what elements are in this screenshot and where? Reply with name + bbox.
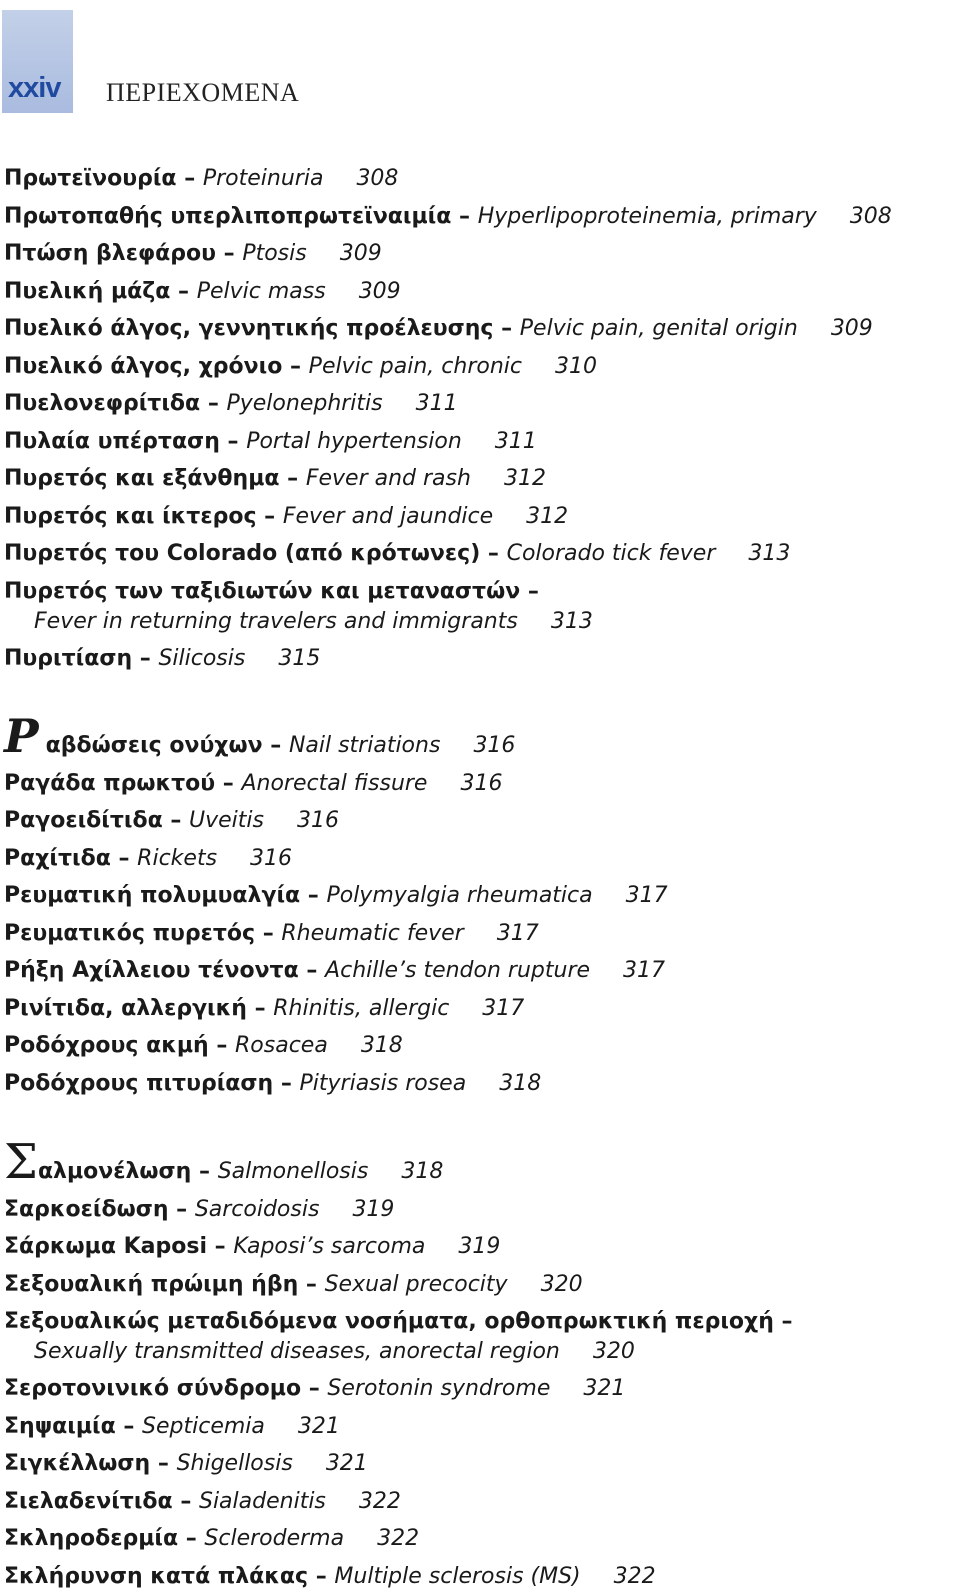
- entry-english-term: Colorado tick fever: [507, 541, 716, 566]
- toc-entry: [4, 160, 960, 198]
- entry-greek-term: Ρήξη Αχίλλειου τένοντα: [4, 958, 299, 983]
- entry-greek-term: Σεροτονινικό σύνδρομο: [4, 1376, 301, 1401]
- entry-english-term: Fever in returning travelers and immigrants: [34, 609, 518, 634]
- entry-page-number: 311: [416, 391, 458, 416]
- entry-greek-term: Ραχίτιδα: [4, 846, 111, 871]
- entry-separator: –: [191, 1159, 217, 1184]
- entry-english-term: Serotonin syndrome: [327, 1376, 550, 1401]
- entry-separator: –: [209, 1033, 235, 1058]
- entry-separator: –: [173, 1489, 199, 1514]
- toc-entry: [4, 498, 960, 536]
- entry-separator: –: [216, 241, 242, 266]
- entry-continuation-line: [4, 607, 960, 637]
- entry-separator: –: [215, 771, 241, 796]
- entry-page-number: 316: [460, 771, 502, 796]
- entry-separator: –: [774, 1309, 793, 1334]
- entry-separator: –: [178, 1526, 204, 1551]
- entry-english-term: Proteinuria: [203, 166, 324, 191]
- toc-entry: [4, 1228, 960, 1266]
- toc-entry: [4, 423, 960, 461]
- entry-english-term: Ptosis: [242, 241, 306, 266]
- entry-separator: –: [177, 166, 203, 191]
- entry-greek-term: Πυλαία υπέρταση: [4, 429, 220, 454]
- entry-page-number: 313: [551, 609, 593, 634]
- entry-english-term: Salmonellosis: [218, 1159, 369, 1184]
- entry-continuation-line: [4, 1337, 960, 1367]
- entry-page-number: 309: [359, 279, 401, 304]
- entry-greek-term: Ρευματική πολυμυαλγία: [4, 883, 300, 908]
- entry-greek-term: Πυριτίαση: [4, 646, 132, 671]
- entry-english-term: Anorectal fissure: [241, 771, 427, 796]
- toc-entry: [4, 915, 960, 953]
- entry-separator: –: [308, 1564, 334, 1589]
- entry-page-number: 313: [748, 541, 790, 566]
- entry-separator: –: [300, 883, 326, 908]
- entry-separator: –: [282, 354, 308, 379]
- toc-entry: [4, 1303, 960, 1370]
- entry-separator: –: [116, 1414, 142, 1439]
- toc-entry: [4, 713, 960, 765]
- entry-separator: –: [256, 504, 282, 529]
- entry-page-number: 308: [356, 166, 398, 191]
- entry-separator: –: [132, 646, 158, 671]
- entry-english-term: Fever and jaundice: [283, 504, 493, 529]
- toc-entry: [4, 573, 960, 640]
- entry-english-term: Nail striations: [289, 733, 441, 758]
- group-spacer: [4, 677, 960, 713]
- entry-greek-term: Ρινίτιδα, αλλεργική: [4, 996, 247, 1021]
- section-initial-letter: Ρ: [4, 709, 39, 763]
- entry-greek-term: Πυρετός και ίκτερος: [4, 504, 256, 529]
- entry-greek-term: Ρευματικός πυρετός: [4, 921, 255, 946]
- entry-english-term: Rheumatic fever: [281, 921, 463, 946]
- toc-entry: [4, 535, 960, 573]
- entry-english-term: Fever and rash: [306, 466, 471, 491]
- toc-entry: [4, 1370, 960, 1408]
- entry-page-number: 319: [458, 1234, 500, 1259]
- toc-entry: [4, 1191, 960, 1229]
- entry-page-number: 321: [583, 1376, 625, 1401]
- entry-english-term: Pyelonephritis: [226, 391, 382, 416]
- entry-english-term: Pelvic pain, genital origin: [520, 316, 798, 341]
- entry-english-term: Kaposi’s sarcoma: [233, 1234, 425, 1259]
- entry-page-number: 312: [526, 504, 568, 529]
- entry-greek-term: Σαρκοείδωση: [4, 1197, 168, 1222]
- entry-separator: –: [280, 466, 306, 491]
- entry-english-term: Sexually transmitted diseases, anorectal region: [34, 1339, 560, 1364]
- toc-entry: [4, 1520, 960, 1558]
- entry-page-number: 319: [352, 1197, 394, 1222]
- entry-page-number: 320: [541, 1272, 583, 1297]
- entry-greek-term: Ροδόχρους ακμή: [4, 1033, 209, 1058]
- toc-entry: [4, 1483, 960, 1521]
- entry-greek-term: αλμονέλωση: [38, 1159, 191, 1184]
- toc-entry: [4, 1138, 960, 1191]
- entry-english-term: Silicosis: [158, 646, 245, 671]
- entry-separator: –: [493, 316, 519, 341]
- entry-english-term: Polymyalgia rheumatica: [326, 883, 592, 908]
- toc-entry: [4, 640, 960, 678]
- entry-english-term: Rhinitis, allergic: [273, 996, 449, 1021]
- entry-page-number: 321: [298, 1414, 340, 1439]
- toc-entry: [4, 460, 960, 498]
- toc-entry: [4, 1445, 960, 1483]
- toc-entry: [4, 802, 960, 840]
- entry-page-number: 320: [593, 1339, 635, 1364]
- entry-page-number: 316: [250, 846, 292, 871]
- entry-separator: –: [520, 579, 539, 604]
- entry-greek-term: Πρωτοπαθής υπερλιποπρωτεϊναιμία: [4, 204, 451, 229]
- entry-english-term: Shigellosis: [177, 1451, 293, 1476]
- entry-english-term: Pityriasis rosea: [300, 1071, 467, 1096]
- toc-entries: [4, 160, 960, 1595]
- entry-separator: –: [200, 391, 226, 416]
- entry-page-number: 308: [850, 204, 892, 229]
- entry-english-term: Sialadenitis: [199, 1489, 326, 1514]
- entry-english-term: Sexual precocity: [325, 1272, 508, 1297]
- entry-greek-term: Πτώση βλεφάρου: [4, 241, 216, 266]
- entry-greek-term: Πυρετός των ταξιδιωτών και μεταναστών: [4, 579, 520, 604]
- entry-english-term: Rickets: [137, 846, 217, 871]
- entry-separator: –: [301, 1376, 327, 1401]
- section-initial-letter: Σ: [4, 1134, 38, 1190]
- entry-greek-term: Ροδόχρους πιτυρίαση: [4, 1071, 273, 1096]
- entry-greek-term: αβδώσεις ονύχων: [46, 733, 263, 758]
- entry-page-number: 309: [340, 241, 382, 266]
- toc-entry: [4, 765, 960, 803]
- entry-english-term: Rosacea: [235, 1033, 328, 1058]
- entry-page-number: 316: [297, 808, 339, 833]
- entry-separator: –: [480, 541, 506, 566]
- entry-separator: –: [298, 1272, 324, 1297]
- page-number: xxiv: [8, 74, 60, 103]
- entry-page-number: 316: [473, 733, 515, 758]
- toc-entry: [4, 348, 960, 386]
- entry-english-term: Uveitis: [189, 808, 264, 833]
- entry-separator: –: [220, 429, 246, 454]
- entry-separator: –: [168, 1197, 194, 1222]
- entry-page-number: 317: [623, 958, 665, 983]
- toc-entry: [4, 840, 960, 878]
- entry-page-number: 310: [555, 354, 597, 379]
- toc-entry: [4, 310, 960, 348]
- entry-page-number: 317: [497, 921, 539, 946]
- entry-greek-term: Πυρετός του Colorado (από κρότωνες): [4, 541, 480, 566]
- group-spacer: [4, 1102, 960, 1138]
- entry-separator: –: [263, 733, 289, 758]
- entry-separator: –: [150, 1451, 176, 1476]
- entry-page-number: 322: [614, 1564, 656, 1589]
- entry-separator: –: [299, 958, 325, 983]
- toc-entry: [4, 273, 960, 311]
- entry-greek-term: Πυελική μάζα: [4, 279, 170, 304]
- entry-page-number: 318: [499, 1071, 541, 1096]
- entry-page-number: 322: [359, 1489, 401, 1514]
- toc-entry: [4, 1065, 960, 1103]
- entry-separator: –: [247, 996, 273, 1021]
- entry-separator: –: [255, 921, 281, 946]
- toc-entry: [4, 877, 960, 915]
- entry-page-number: 309: [831, 316, 873, 341]
- entry-english-term: Sarcoidosis: [195, 1197, 320, 1222]
- toc-entry: [4, 235, 960, 273]
- entry-page-number: 318: [401, 1159, 443, 1184]
- toc-entry: [4, 990, 960, 1028]
- entry-page-number: 317: [626, 883, 668, 908]
- toc-entry: [4, 1027, 960, 1065]
- entry-separator: –: [163, 808, 189, 833]
- entry-greek-term: Πυελικό άλγος, γεννητικής προέλευσης: [4, 316, 493, 341]
- entry-greek-term: Σεξουαλική πρώιμη ήβη: [4, 1272, 298, 1297]
- toc-entry: [4, 952, 960, 990]
- entry-greek-term: Ραγάδα πρωκτού: [4, 771, 215, 796]
- entry-separator: –: [451, 204, 477, 229]
- entry-separator: –: [273, 1071, 299, 1096]
- entry-english-term: Multiple sclerosis (MS): [334, 1564, 580, 1589]
- entry-page-number: 322: [377, 1526, 419, 1551]
- entry-page-number: 311: [495, 429, 537, 454]
- toc-entry: [4, 385, 960, 423]
- entry-english-term: Pelvic mass: [197, 279, 326, 304]
- entry-page-number: 318: [361, 1033, 403, 1058]
- entry-english-term: Hyperlipoproteinemia, primary: [478, 204, 817, 229]
- entry-page-number: 312: [504, 466, 546, 491]
- entry-greek-term: Ραγοειδίτιδα: [4, 808, 163, 833]
- entry-separator: –: [170, 279, 196, 304]
- entry-page-number: 315: [278, 646, 320, 671]
- toc-entry: [4, 198, 960, 236]
- entry-greek-term: Πυελονεφρίτιδα: [4, 391, 200, 416]
- entry-greek-term: Σιγκέλλωση: [4, 1451, 150, 1476]
- entry-greek-term: Σιελαδενίτιδα: [4, 1489, 173, 1514]
- entry-page-number: 321: [326, 1451, 368, 1476]
- toc-entry: [4, 1266, 960, 1304]
- entry-english-term: Septicemia: [142, 1414, 265, 1439]
- entry-separator: –: [111, 846, 137, 871]
- entry-separator: –: [207, 1234, 233, 1259]
- entry-page-number: 317: [482, 996, 524, 1021]
- entry-english-term: Pelvic pain, chronic: [309, 354, 522, 379]
- entry-english-term: Achille’s tendon rupture: [325, 958, 590, 983]
- entry-greek-term: Σάρκωμα Kaposi: [4, 1234, 207, 1259]
- entry-greek-term: Σκληροδερμία: [4, 1526, 178, 1551]
- entry-greek-term: Πρωτεϊνουρία: [4, 166, 177, 191]
- entry-greek-term: Σκλήρυνση κατά πλάκας: [4, 1564, 308, 1589]
- section-title: ΠΕΡΙΕΧΟΜΕΝΑ: [106, 80, 299, 106]
- toc-entry: [4, 1408, 960, 1446]
- entry-english-term: Portal hypertension: [246, 429, 462, 454]
- entry-greek-term: Σηψαιμία: [4, 1414, 116, 1439]
- entry-greek-term: Πυρετός και εξάνθημα: [4, 466, 280, 491]
- entry-english-term: Scleroderma: [204, 1526, 344, 1551]
- toc-entry: [4, 1558, 960, 1595]
- entry-greek-term: Σεξουαλικώς μεταδιδόμενα νοσήματα, ορθοπρωκτική περιοχή: [4, 1309, 774, 1334]
- entry-greek-term: Πυελικό άλγος, χρόνιο: [4, 354, 282, 379]
